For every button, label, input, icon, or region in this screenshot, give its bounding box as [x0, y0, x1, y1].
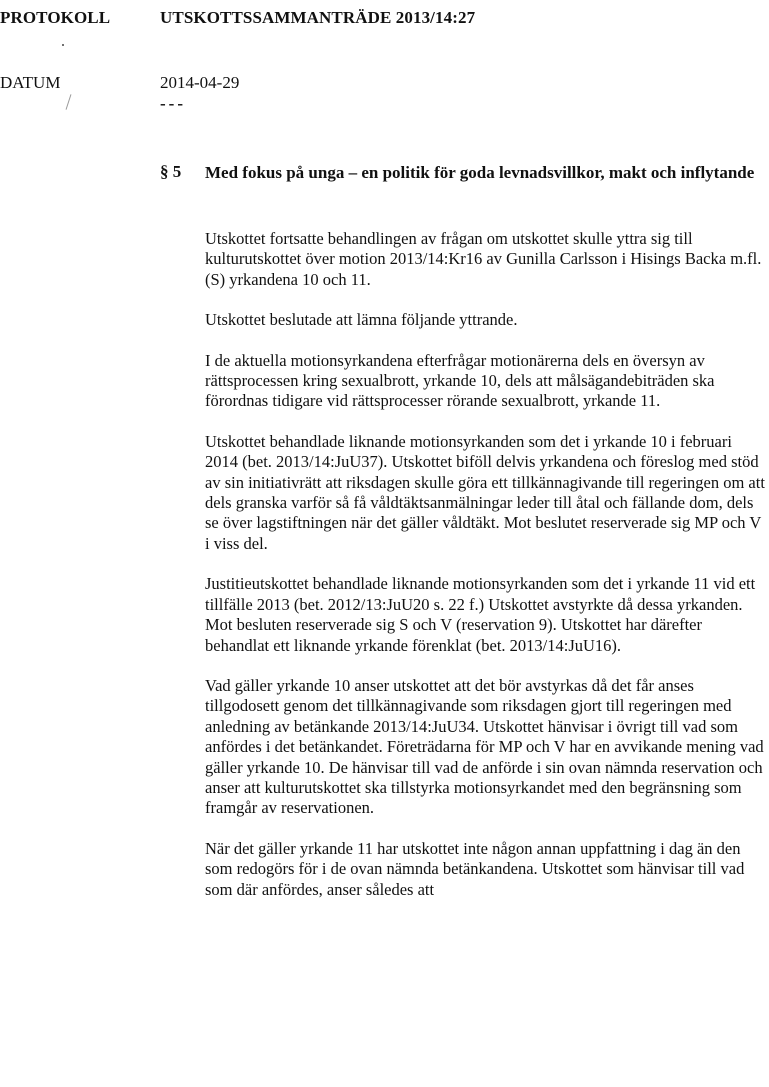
- section-number: § 5: [160, 162, 182, 181]
- date-label: DATUM: [0, 73, 61, 92]
- minutes-body: [205, 229, 765, 920]
- paragraph: När det gäller yrkande 11 har utskottet inte någon annan uppfattning i dag än den som redogörs för i de ovan nämnda betänkandena. Utskottet som hänvisar till vad som där anfördes, anser således att: [205, 838, 745, 899]
- section-title: Med fokus på unga – en politik för goda levnadsvillkor, makt och inflytande: [205, 163, 755, 182]
- protocol-label: PROTOKOLL: [0, 8, 111, 27]
- scan-speck: [62, 44, 64, 46]
- meeting-title: UTSKOTTSSAMMANTRÄDE 2013/14:27: [160, 8, 476, 27]
- scan-mark: [66, 94, 72, 110]
- date-value: 2014-04-29: [160, 73, 240, 92]
- paragraph: Utskottet fortsatte behandlingen av frågan om utskottet skulle yttra sig till kulturutskottet över motion 2013/14:Kr16 av Gunilla Carlsson i Hisings Backa m.fl. (S) yrkandena 10 och 11.: [205, 229, 762, 289]
- paragraph: Justitieutskottet behandlade liknande motionsyrkanden som det i yrkande 11 vid ett tillfälle 2013 (bet. 2012/13:JuU20 s. 22 f.) Utskottet avstyrkte då dessa yrkanden. Mot besluten reserverade sig S och V (reservation 9). Utskottet har därefter behandlat ett liknande yrkande förenklat (bet. 2013/14:JuU16).: [205, 574, 756, 655]
- paragraph: Vad gäller yrkande 10 anser utskottet att det bör avstyrkas då det får anses tillgodosett genom det tillkännagivande som riksdagen gjort till regeringen med anledning av betänkande 2013/14:JuU34. Utskottet hänvisar i övrigt till vad som anfördes i det betänkandet. Företrädarna för MP och V har en avvikande mening vad gäller yrkande 10. De hänvisar till vad de anförde i sin ovan nämnda reservation och anser att kulturutskottet ska tillstyrka motionsyrkandet med den begränsning som framgår av reservationen.: [205, 675, 764, 818]
- date-dash-marker: ---: [160, 94, 186, 113]
- paragraph: Utskottet behandlade liknande motionsyrkanden som det i yrkande 10 i februari 2014 (bet. 2013/14:JuU37). Utskottet biföll delvis yrkandena och föreslog med stöd av sin initiativrätt att riksdagen skulle göra ett tillkännagivande till regeringen om att dels granska varför så få våldtäktsanmälningar leder till åtal och fällande dom, dels se över lagstiftningen när det gäller våldtäkt. Mot beslutet reserverade sig MP och V i viss del.: [205, 431, 765, 553]
- paragraph: I de aktuella motionsyrkandena efterfrågar motionärerna dels en översyn av rättsprocessen kring sexualbrott, yrkande 10, dels att målsägandebiträden ska förordnas tidigare vid rättsprocesser rörande sexualbrott, yrkande 11.: [205, 350, 715, 411]
- paragraph: Utskottet beslutade att lämna följande yttrande.: [205, 310, 518, 330]
